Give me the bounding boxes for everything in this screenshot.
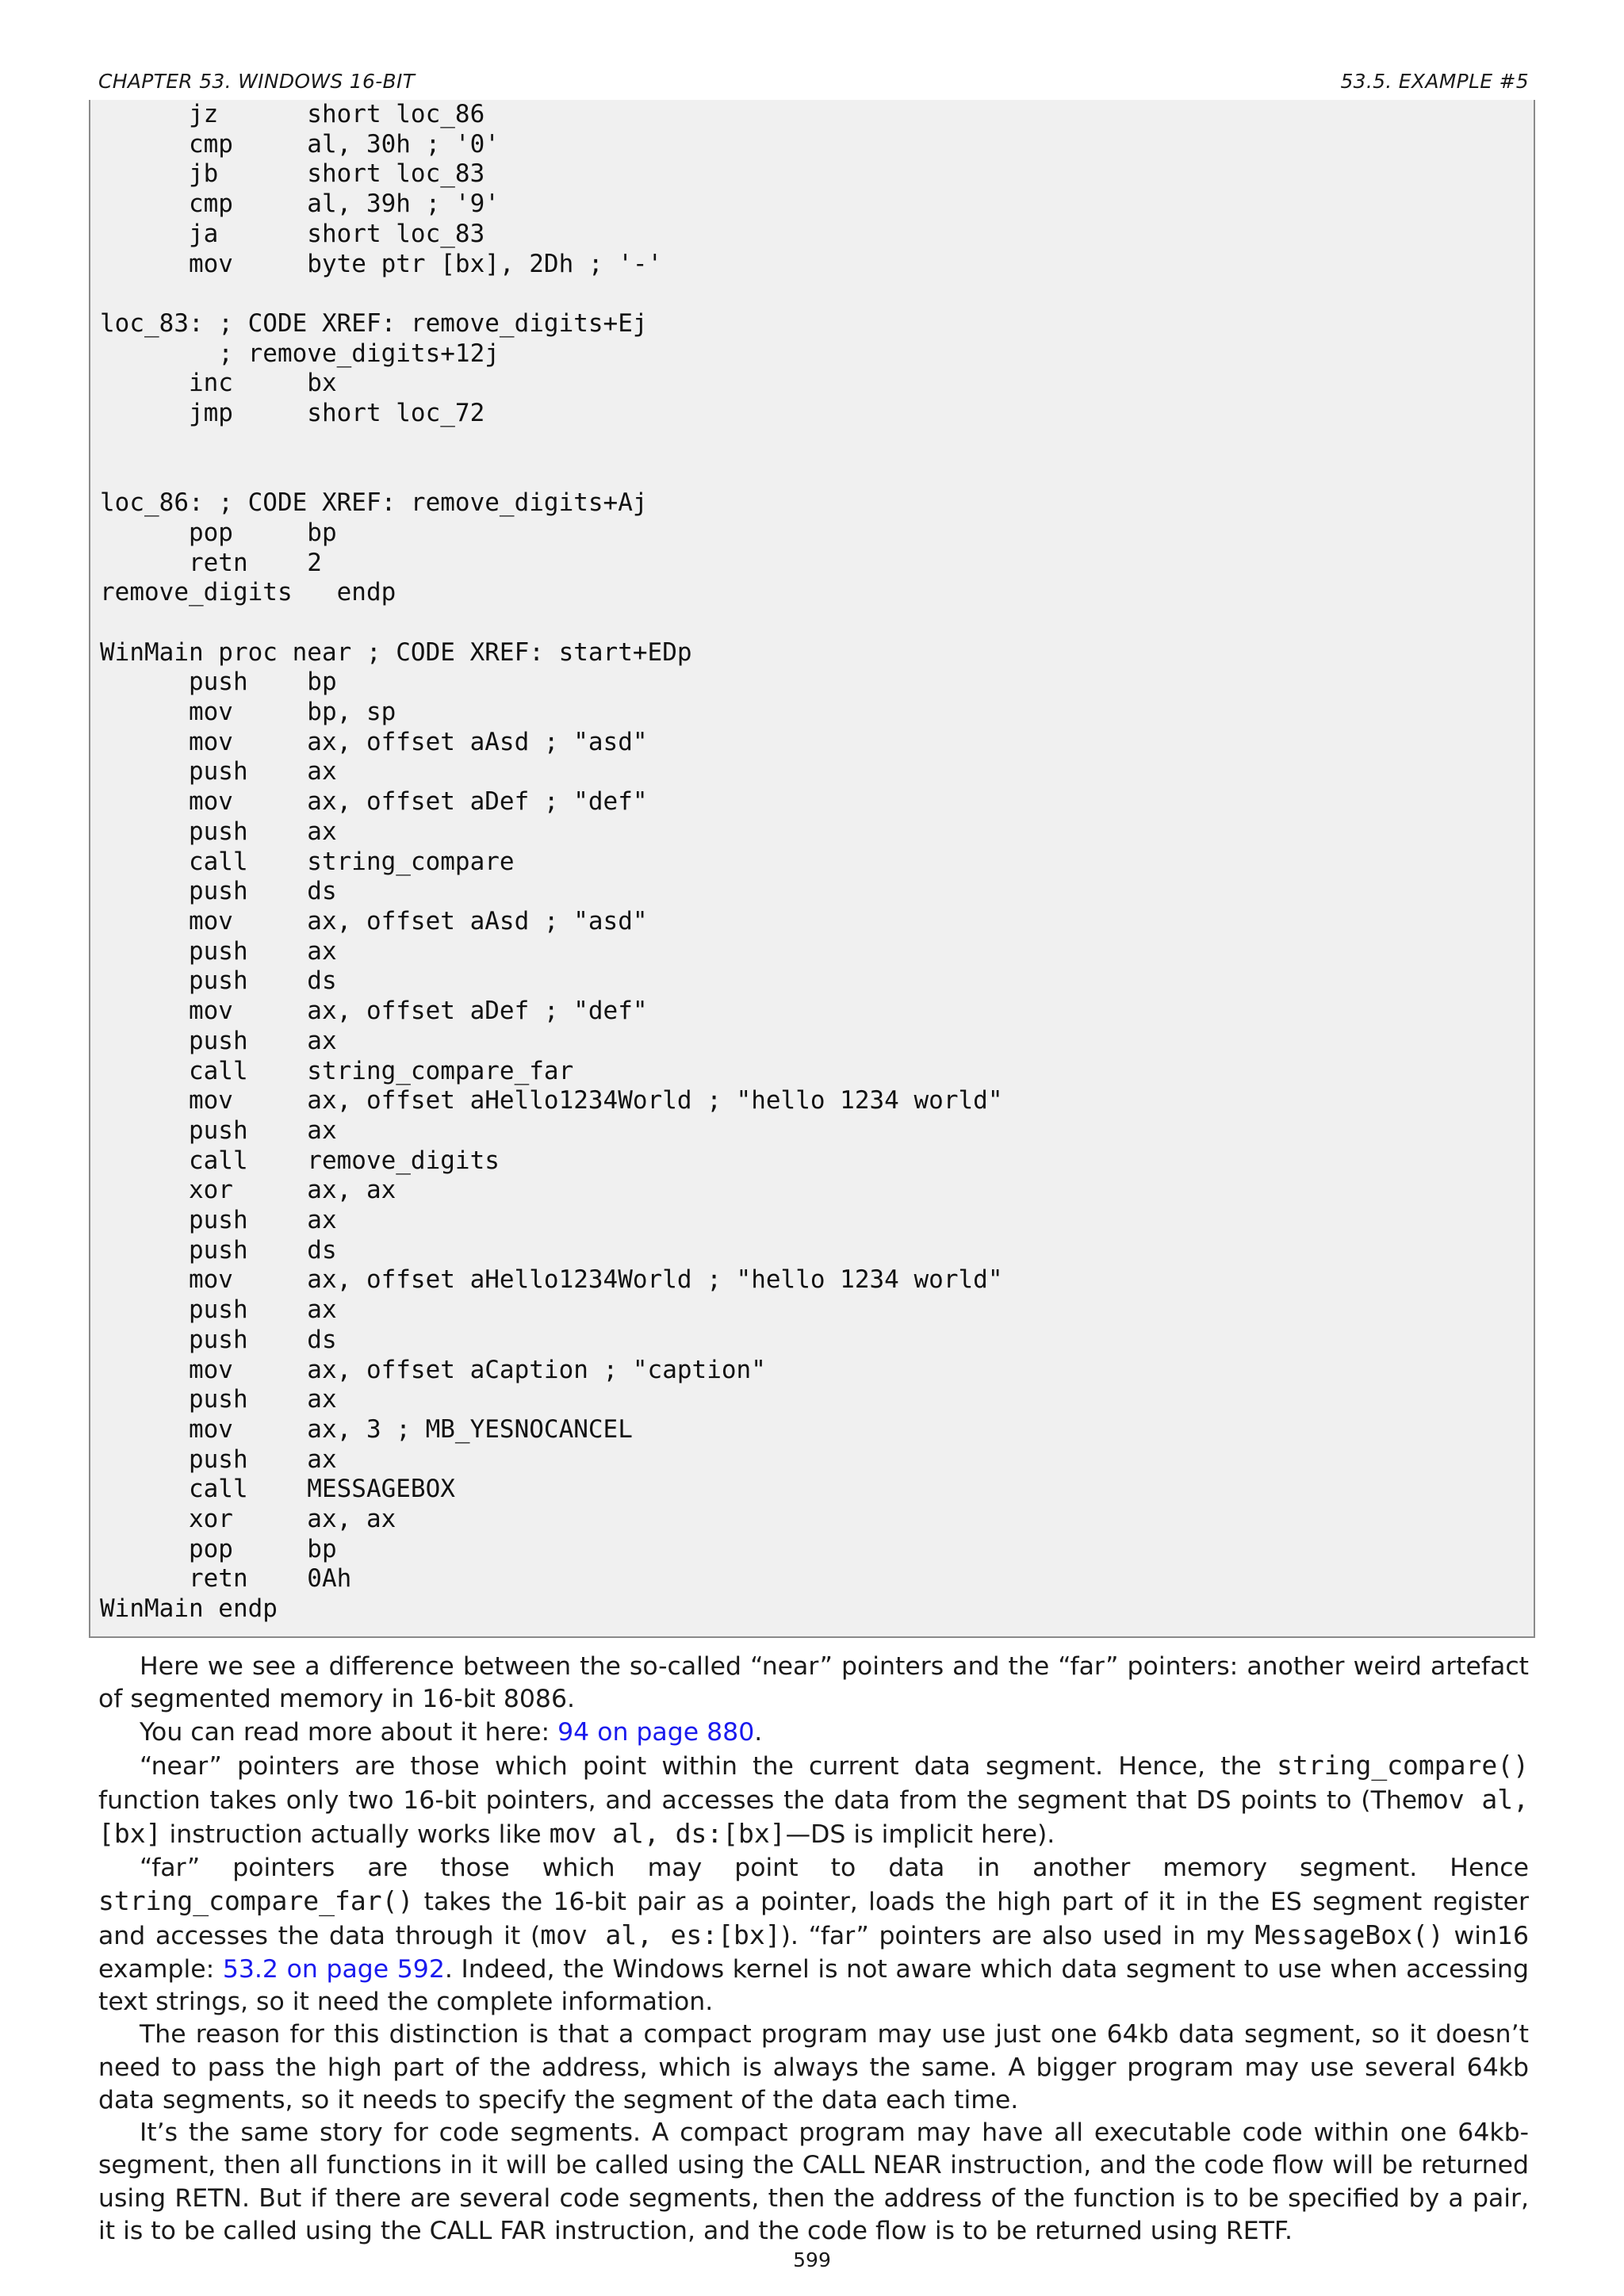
paragraph-near-pointers: “near” pointers are those which point within the current data segment. Hence, the string_compare() function takes only two 16-bit pointers, and accesses the data from the segment that DS points to (Themov al, [bx] instruction actually works like mov al, ds:[bx]—DS is implicit here). bbox=[98, 1749, 1530, 1850]
cross-reference-link[interactable]: 53.2 on page 592 bbox=[222, 1954, 445, 1984]
paragraph-read-more: You can read more about it here: 94 on page 880. bbox=[140, 1717, 763, 1747]
code-text: jz short loc_86 cmp al, 30h ; '0' jb short loc_83 cmp al, 39h ; '9' ja short loc_83 mov byte ptr [bx], 2Dh ; '-' loc_83: ; CODE XREF: remove_digits+Ej ; remove_digits+12j inc bx jmp short loc_72 loc_86: ; CODE XREF: remove_digits+Aj pop bp retn 2 remove_digits endp WinMain proc near ; CODE XREF: start+EDp push bp mov bp, sp mov ax, offset aAsd ; "asd" push ax mov ax, offset aDef ; "def" push ax call string_compare push ds mov ax, offset aAsd ; "asd" push ax push ds mov ax, offset aDef ; "def" push ax call string_compare_far mov ax, offset aHello1234World ; "hello 1234 world" push ax call remove_digits xor ax, ax push ax push ds mov ax, offset aHello1234World ; "hello 1234 world" push ax push ds mov ax, offset aCaption ; "caption" push ax mov ax, 3 ; MB_YESNOCANCEL push ax call MESSAGEBOX xor ax, ax pop bp retn 0Ah WinMain endp bbox=[100, 100, 1003, 1624]
paragraph-code-segments: It’s the same story for code segments. A compact program may have all executable code within one 64kb-segment, then all functions in it will be called using the CALL NEAR instruction, and the code flow will be returned using RETN. But if there are several code segments, then the address of the function is to be specified by a pair, it is to be called using the CALL FAR instruction, and the code flow is to be returned using RETF. bbox=[98, 2118, 1529, 2246]
code-listing bbox=[89, 100, 1535, 1638]
paragraph-near-far-intro: Here we see a difference between the so-called “near” pointers and the “far” pointers: another weird artefact of segmented memory in 16-bit 8086. bbox=[98, 1652, 1529, 1714]
paragraph-data-segments: The reason for this distinction is that a compact program may use just one 64kb data segment, so it doesn’t need to pass the high part of the address, which is always the same. A bigger program may use several 64kb data segments, so it needs to specify the segment of the data each time. bbox=[98, 2020, 1529, 2114]
chapter-title: CHAPTER 53. WINDOWS 16-BIT bbox=[98, 70, 416, 93]
inline-code: string_compare() bbox=[1277, 1749, 1529, 1781]
inline-code: string_compare_far() bbox=[98, 1885, 414, 1917]
inline-code: mov al, es:[bx] bbox=[540, 1919, 781, 1951]
cross-reference-link[interactable]: 94 on page 880 bbox=[557, 1717, 755, 1747]
inline-code: mov al, [bx] bbox=[98, 1784, 1530, 1850]
page-header bbox=[98, 68, 1529, 101]
paragraph-far-pointers: “far” pointers are those which may point to data in another memory segment. Hence string_compare_far() takes the 16-bit pair as a pointer, loads the high part of it in the ES segment register and accesses the data through it (mov al, es:[bx]). “far” pointers are also used in my MessageBox() win16 example: 53.2 on page 592. Indeed, the Windows kernel is not aware which data segment to use when accessing text strings, so it need the complete information. bbox=[98, 1853, 1530, 2016]
section-title: 53.5. EXAMPLE #5 bbox=[1340, 70, 1529, 93]
inline-code: MessageBox() bbox=[1254, 1919, 1444, 1951]
inline-code: mov al, ds:[bx] bbox=[549, 1818, 786, 1850]
body-text bbox=[98, 1651, 1529, 2248]
page-number: 599 bbox=[793, 2248, 831, 2271]
